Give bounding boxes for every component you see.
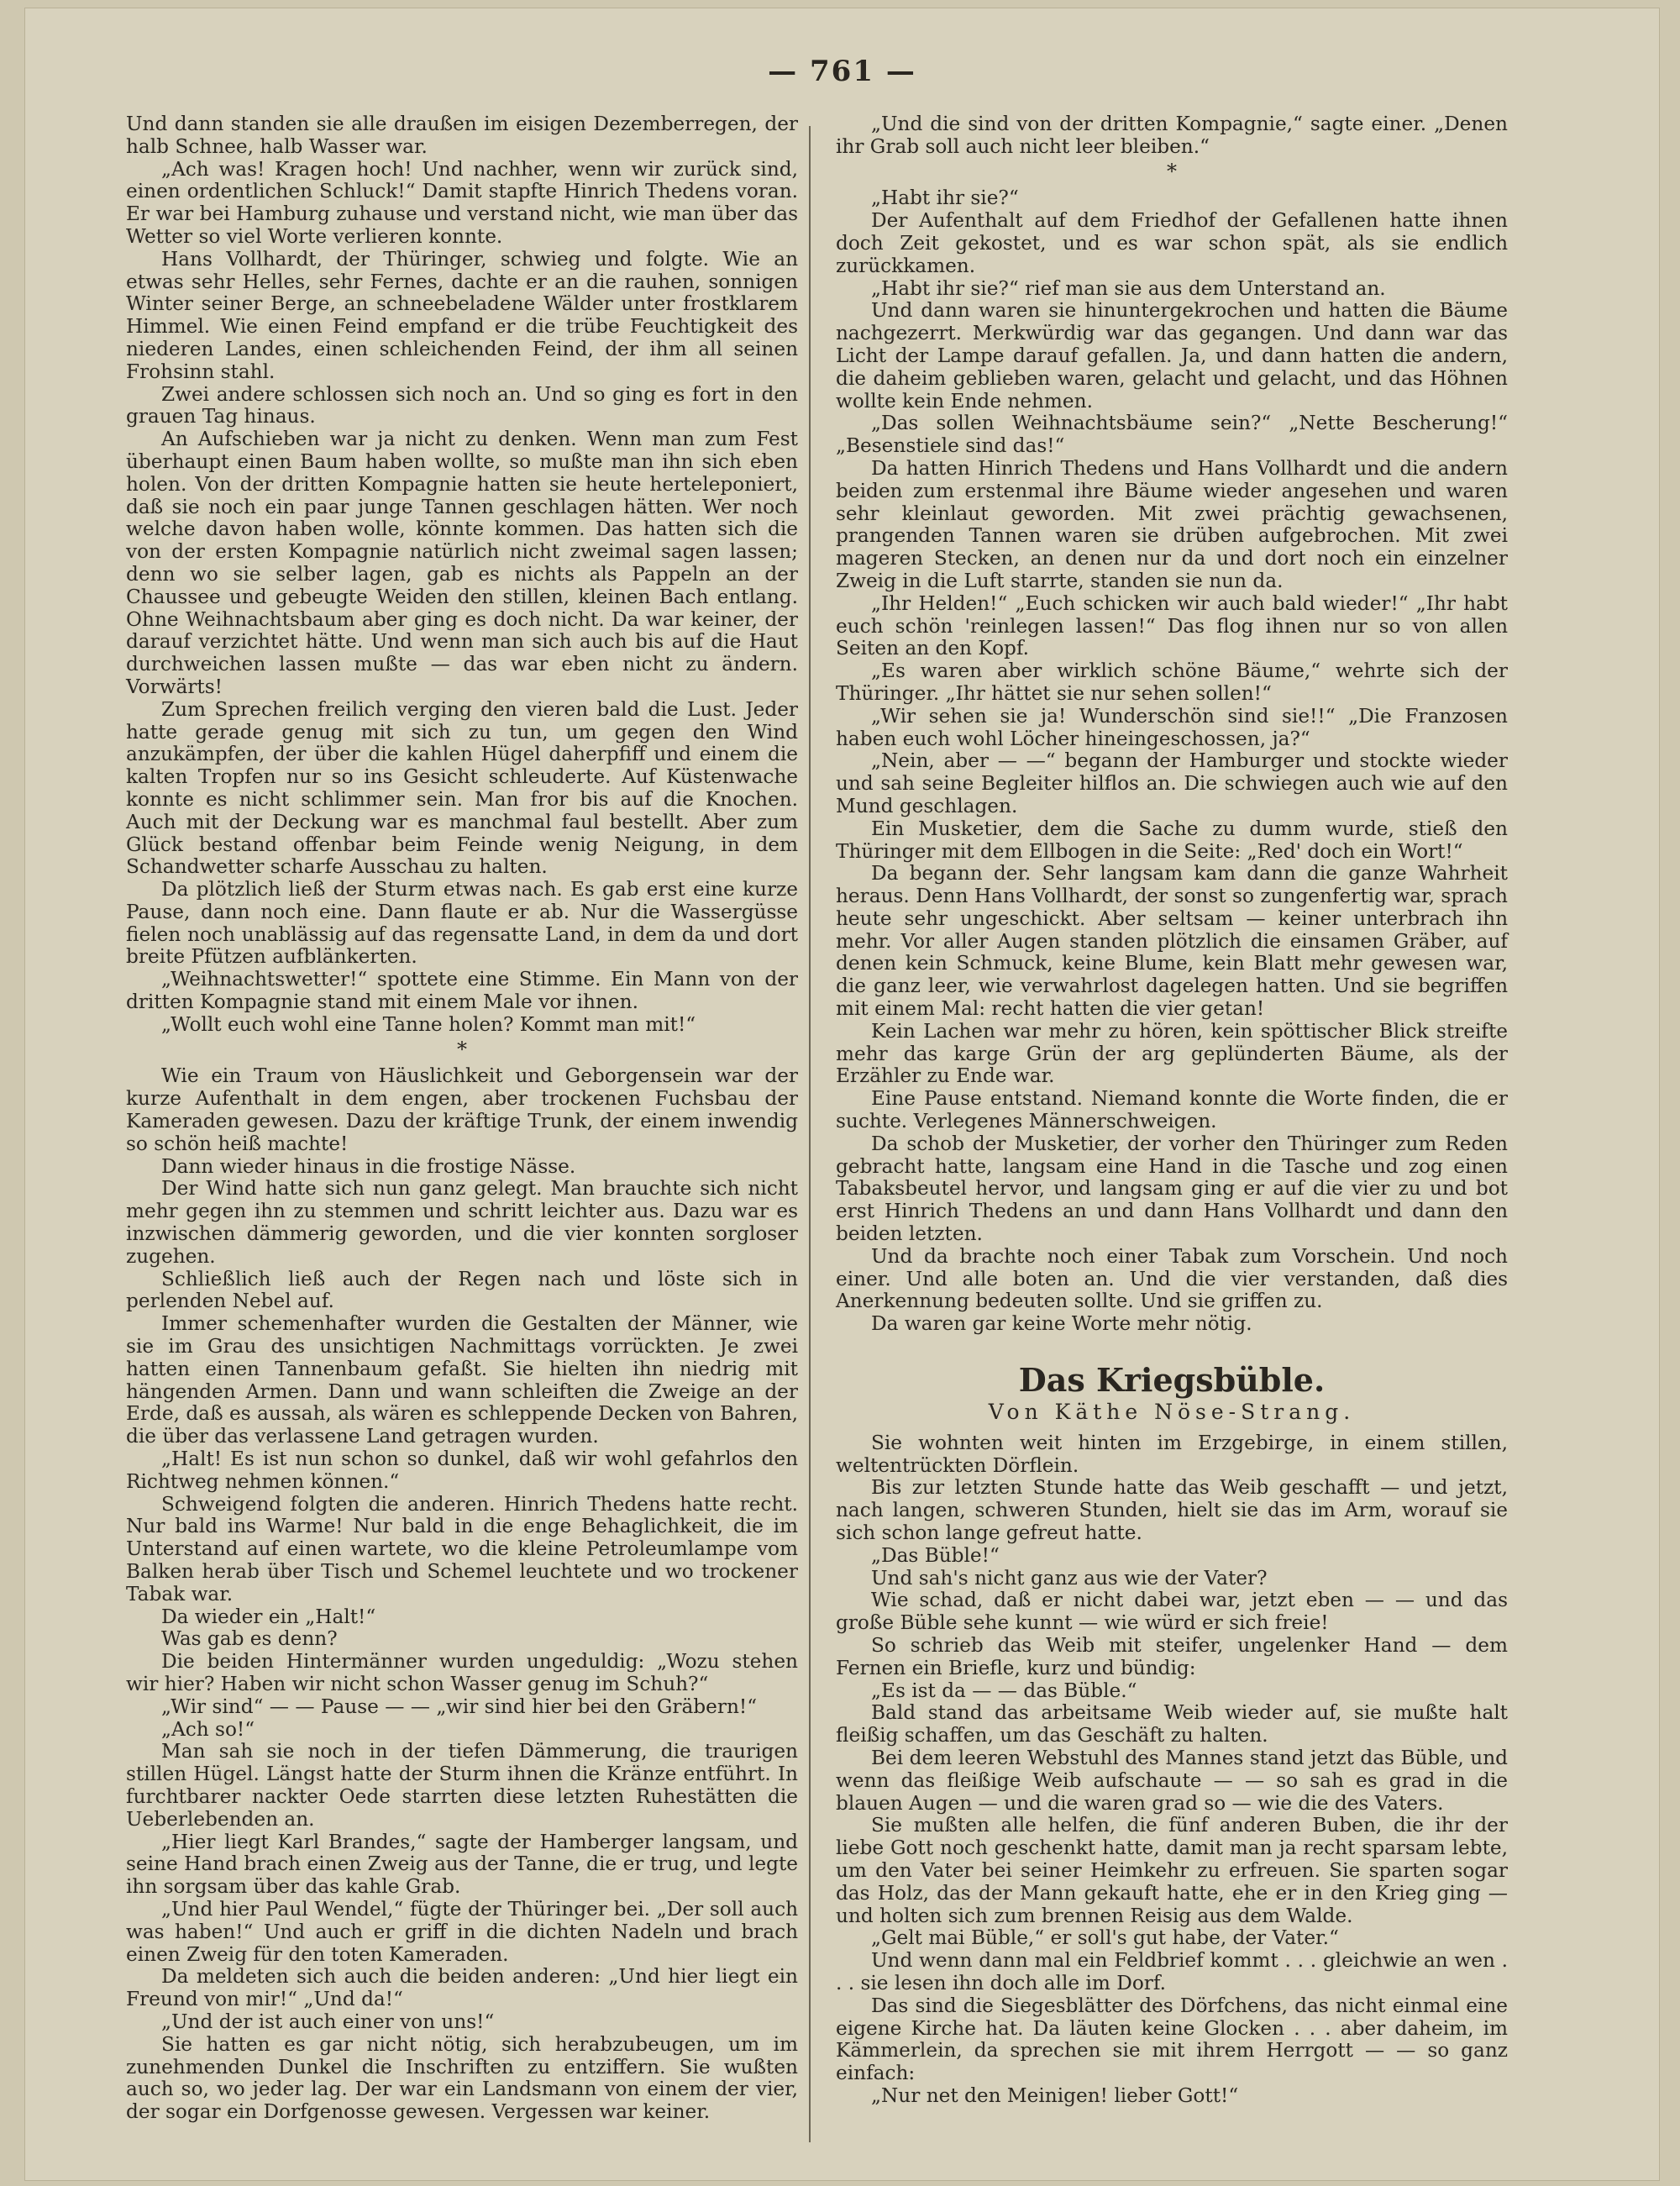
- paragraph: Eine Pause entstand. Niemand konnte die Worte finden, die er suchte. Verlegenes Männerschweigen.: [836, 1087, 1508, 1133]
- paragraph: Da begann der. Sehr langsam kam dann die ganze Wahrheit heraus. Denn Hans Vollhardt, der sonst so zungenfertig war, sprach heute sehr ungeschickt. Aber seltsam — keiner unterbrach ihn mehr. Vor aller Augen standen plötzlich die einsamen Gräber, auf denen kein Schmuck, keine Blume, kein Blatt mehr gewesen war, die ganz leer, wie verwahrlost dagelegen hatten. Und sie begriffen mit einem Mal: recht hatten die vier getan!: [836, 862, 1508, 1021]
- paragraph: Schließlich ließ auch der Regen nach und löste sich in perlenden Nebel auf.: [126, 1267, 798, 1313]
- paragraph: „Weihnachtswetter!“ spottete eine Stimme. Ein Mann von der dritten Kompagnie stand mit einem Male vor ihnen.: [126, 968, 798, 1014]
- paragraph: Da schob der Musketier, der vorher den Thüringer zum Reden gebracht hatte, langsam eine Hand in die Tasche und zog einen Tabaksbeutel hervor, und langsam ging er auf die vier zu und bot erst Hinrich Thedens an und dann Hans Vollhardt und dann den beiden letzten.: [836, 1132, 1508, 1246]
- left-column: [126, 113, 798, 2124]
- paragraph: Da plötzlich ließ der Sturm etwas nach. Es gab erst eine kurze Pause, dann noch eine. Dann flaute er ab. Nur die Wassergüsse fielen noch unablässig auf das regensatte Land, in dem da und dort breite Pfützen aufblänkerten.: [126, 878, 798, 969]
- paragraph: Sie wohnten weit hinten im Erzgebirge, in einem stillen, weltentrückten Dörflein.: [836, 1431, 1508, 1477]
- newspaper-page: [25, 8, 1659, 2180]
- column-divider: [809, 126, 811, 2142]
- paragraph: Das sind die Siegesblätter des Dörfchens, das nicht einmal eine eigene Kirche hat. Da läuten keine Glocken . . . aber daheim, im Kämmerlein, da sprechen sie mit ihrem Herrgott — — so ganz einfach:: [836, 1994, 1508, 2085]
- paragraph: Bei dem leeren Webstuhl des Mannes stand jetzt das Büble, und wenn das fleißige Weib aufschaute — — so sah es grad in die blauen Augen — und die waren grad so — wie die des Vaters.: [836, 1746, 1508, 1815]
- paragraph: „Und die sind von der dritten Kompagnie,“ sagte einer. „Denen ihr Grab soll auch nicht leer bleiben.“: [836, 113, 1508, 158]
- paragraph: „Hier liegt Karl Brandes,“ sagte der Hamberger langsam, und seine Hand brach einen Zweig aus der Tanne, die er trug, und legte ihn sorgsam über das kahle Grab.: [126, 1830, 798, 1899]
- paragraph: Und sah's nicht ganz aus wie der Vater?: [871, 1566, 1268, 1590]
- paragraph: „Habt ihr sie?“ rief man sie aus dem Unterstand an.: [871, 276, 1386, 300]
- page-number: — 761 —: [768, 55, 916, 88]
- paragraph: Der Wind hatte sich nun ganz gelegt. Man brauchte sich nicht mehr gegen ihn zu stemmen und schritt leichter aus. Dazu war es inzwischen dämmerig geworden, und die vier konnten sorgloser zugehen.: [126, 1177, 798, 1268]
- paragraph: „Das Büble!“: [871, 1543, 1000, 1567]
- paragraph: Und dann waren sie hinuntergekrochen und hatten die Bäume nachgezerrt. Merkwürdig war das gegangen. Und dann war das Licht der Lampe darauf gefallen. Ja, und dann hatten die andern, die daheim geblieben waren, gelacht und gelacht, und das Höhnen wollte kein Ende nehmen.: [836, 299, 1508, 413]
- paragraph: Man sah sie noch in der tiefen Dämmerung, die traurigen stillen Hügel. Längst hatte der Sturm ihnen die Kränze entführt. In furchtbarer nackter Oede starrten diese letzten Ruhestätten die Ueberlebenden an.: [126, 1740, 798, 1831]
- paragraph: „Und der ist auch einer von uns!“: [161, 2010, 495, 2033]
- paragraph: „Und hier Paul Wendel,“ fügte der Thüringer bei. „Der soll auch was haben!“ Und auch er griff in die dichten Nadeln und brach einen Zweig für den toten Kameraden.: [126, 1897, 798, 1966]
- paragraph: „Das sollen Weihnachtsbäume sein?“ „Nette Bescherung!“ „Besenstiele sind das!“: [836, 412, 1508, 458]
- paragraph: Der Aufenthalt auf dem Friedhof der Gefallenen hatte ihnen doch Zeit gekostet, und es war schon spät, als sie endlich zurückkamen.: [836, 209, 1508, 277]
- paragraph: Da meldeten sich auch die beiden anderen: „Und hier liegt ein Freund von mir!“ „Und da!“: [126, 1965, 798, 2011]
- right-column: [836, 113, 1508, 2108]
- paragraph: Dann wieder hinaus in die frostige Nässe.: [161, 1154, 576, 1178]
- paragraph: Bis zur letzten Stunde hatte das Weib geschafft — und jetzt, nach langen, schweren Stunden, hielt sie das im Arm, worauf sie sich schon lange gefreut hatte.: [836, 1476, 1508, 1545]
- paragraph: „Halt! Es ist nun schon so dunkel, daß wir wohl gefahrlos den Richtweg nehmen können.“: [126, 1448, 798, 1493]
- paragraph: Und wenn dann mal ein Feldbrief kommt . . . gleichwie an wen . . . sie lesen ihn doch alle im Dorf.: [836, 1949, 1508, 1994]
- paragraph: „Wir sehen sie ja! Wunderschön sind sie!!“ „Die Franzosen haben euch wohl Löcher hineingeschossen, ja?“: [836, 704, 1508, 750]
- article-byline: Von Käthe Nöse-Strang.: [988, 1400, 1356, 1425]
- section-separator: *: [457, 1037, 467, 1061]
- paragraph: Wie schad, daß er nicht dabei war, jetzt eben — — und das große Büble sehe kunnt — wie würd er sich freie!: [836, 1589, 1508, 1635]
- paragraph: Schweigend folgten die anderen. Hinrich Thedens hatte recht. Nur bald ins Warme! Nur bald in die enge Behaglichkeit, die im Unterstand auf einen wartete, wo die kleine Petroleumlampe vom Balken herab über Tisch und Schemel leuchtete und wo trockener Tabak war.: [126, 1492, 798, 1605]
- paragraph: „Gelt mai Büble,“ er soll's gut habe, der Vater.“: [871, 1926, 1339, 1950]
- paragraph: Hans Vollhardt, der Thüringer, schwieg und folgte. Wie an etwas sehr Helles, sehr Fernes, dachte er an die rauhen, sonnigen Winter seiner Berge, an schneebeladene Wälder unter frostklarem Himmel. Wie einen Feind empfand er die trübe Feuchtigkeit des niederen Landes, einen schleichenden Feind, der ihm all seinen Frohsinn stahl.: [126, 247, 798, 383]
- paragraph: An Aufschieben war ja nicht zu denken. Wenn man zum Fest überhaupt einen Baum haben wollte, so mußte man ihn sich eben holen. Von der dritten Kompagnie hatten sie heute herteleponiert, daß sie noch ein paar junge Tannen geschlagen hätten. Wer noch welche davon haben wolle, könnte kommen. Das hatten sich die von der ersten Kompagnie natürlich nicht zweimal sagen lassen; denn wo sie selber lagen, gab es nichts als Pappeln an der Chaussee und gebeugte Weiden den stillen, kleinen Bach entlang. Ohne Weihnachtsbaum aber ging es doch nicht. Da war keiner, der darauf verzichtet hätte. Und wenn man sich auch bis auf die Haut durchweichen lassen mußte — das war eben nicht zu ändern. Vorwärts!: [126, 428, 798, 698]
- paragraph: „Nur net den Meinigen! lieber Gott!“: [871, 2084, 1239, 2107]
- paragraph: Ein Musketier, dem die Sache zu dumm wurde, stieß den Thüringer mit dem Ellbogen in die Seite: „Red' doch ein Wort!“: [836, 817, 1508, 863]
- paragraph: Sie hatten es gar nicht nötig, sich herabzubeugen, um im zunehmenden Dunkel die Inschriften zu entziffern. Sie wußten auch so, wo jeder lag. Der war ein Landsmann von einem der vier, der sogar ein Dorfgenosse gewesen. Vergessen war keiner.: [126, 2032, 798, 2124]
- paragraph: Zwei andere schlossen sich noch an. Und so ging es fort in den grauen Tag hinaus.: [126, 382, 798, 428]
- paragraph: Bald stand das arbeitsame Weib wieder auf, sie mußte halt fleißig schaffen, um das Geschäft zu halten.: [836, 1701, 1508, 1747]
- paragraph: „Nein, aber — —“ begann der Hamburger und stockte wieder und sah seine Begleiter hilflos an. Die schwiegen auch wie auf den Mund geschlagen.: [836, 749, 1508, 817]
- paragraph: Kein Lachen war mehr zu hören, kein spöttischer Blick streifte mehr das karge Grün der arg geplünderten Bäume, als der Erzähler zu Ende war.: [836, 1019, 1508, 1088]
- section-separator: *: [1167, 159, 1177, 183]
- paragraph: „Es waren aber wirklich schöne Bäume,“ wehrte sich der Thüringer. „Ihr hättet sie nur sehen sollen!“: [836, 659, 1508, 705]
- paragraph: Die beiden Hintermänner wurden ungeduldig: „Wozu stehen wir hier? Haben wir nicht schon Wasser genug im Schuh?“: [126, 1650, 798, 1695]
- paragraph: „Wollt euch wohl eine Tanne holen? Kommt man mit!“: [161, 1012, 696, 1036]
- paragraph: Was gab es denn?: [161, 1627, 338, 1651]
- paragraph: Da hatten Hinrich Thedens und Hans Vollhardt und die andern beiden zum erstenmal ihre Bäume wieder angesehen und waren sehr kleinlaut geworden. Mit zwei prächtig gewachsenen, prangenden Tannen waren sie drüben aufgebrochen. Mit zwei mageren Stecken, an denen nur da und dort noch ein einzelner Zweig in die Luft starrte, standen sie nun da.: [836, 456, 1508, 592]
- paragraph: So schrieb das Weib mit steifer, ungelenker Hand — dem Fernen ein Briefle, kurz und bündig:: [836, 1634, 1508, 1679]
- paragraph: „Es ist da — — das Büble.“: [871, 1679, 1137, 1702]
- paragraph: „Ihr Helden!“ „Euch schicken wir auch bald wieder!“ „Ihr habt euch schön 'reinlegen lassen!“ Das flog ihnen nur so von allen Seiten an den Kopf.: [836, 591, 1508, 660]
- paragraph: Wie ein Traum von Häuslichkeit und Geborgensein war der kurze Aufenthalt in dem engen, aber trockenen Fuchsbau der Kameraden gewesen. Dazu der kräftige Trunk, der einem inwendig so schön heiß machte!: [126, 1064, 798, 1155]
- article-title: Das Kriegsbüble.: [1018, 1361, 1326, 1400]
- paragraph: Sie mußten alle helfen, die fünf anderen Buben, die ihr der liebe Gott noch geschenkt hatte, damit man ja recht sparsam lebte, um den Vater bei seiner Heimkehr zu erfreuen. Sie sparten sogar das Holz, das der Mann gekauft hatte, ehe er in den Krieg ging — und holten sich zum brennen Reisig aus dem Walde.: [836, 1814, 1508, 1927]
- paragraph: Da wieder ein „Halt!“: [161, 1605, 376, 1628]
- paragraph: Zum Sprechen freilich verging den vieren bald die Lust. Jeder hatte gerade genug mit sich zu tun, um gegen den Wind anzukämpfen, der über die kahlen Hügel daherpfiff und einem die kalten Tropfen nur so ins Gesicht schleuderte. Auf Küstenwache konnte es nicht schlimmer sein. Man fror bis auf die Knochen. Auch mit der Deckung war es manchmal faul bestellt. Aber zum Glück bestand offenbar beim Feinde wenig Neigung, in dem Schandwetter scharfe Ausschau zu halten.: [126, 697, 798, 879]
- paragraph: „Wir sind“ — — Pause — — „wir sind hier bei den Gräbern!“: [161, 1695, 758, 1718]
- paragraph: „Ach was! Kragen hoch! Und nachher, wenn wir zurück sind, einen ordentlichen Schluck!“ Damit stapfte Hinrich Thedens voran. Er war bei Hamburg zuhause und verstand nicht, wie man über das Wetter so viel Worte verlieren konnte.: [126, 157, 798, 248]
- paragraph: Und da brachte noch einer Tabak zum Vorschein. Und noch einer. Und alle boten an. Und die vier verstanden, daß dies Anerkennung bedeuten sollte. Und sie griffen zu.: [836, 1244, 1508, 1313]
- paragraph: „Habt ihr sie?“: [871, 187, 1019, 210]
- paragraph: Und dann standen sie alle draußen im eisigen Dezemberregen, der halb Schnee, halb Wasser war.: [126, 113, 798, 158]
- paragraph: Da waren gar keine Worte mehr nötig.: [871, 1312, 1252, 1336]
- paragraph: Immer schemenhafter wurden die Gestalten der Männer, wie sie im Grau des unsichtigen Nachmittags vorrückten. Je zwei hatten einen Tannenbaum gefaßt. Sie hielten ihn niedrig mit hängenden Armen. Dann und wann schleiften die Zweige an der Erde, daß es aussah, als wären es schleppende Decken von Bahren, die über das verlassene Land getragen wurden.: [126, 1312, 798, 1448]
- paragraph: „Ach so!“: [161, 1717, 255, 1741]
